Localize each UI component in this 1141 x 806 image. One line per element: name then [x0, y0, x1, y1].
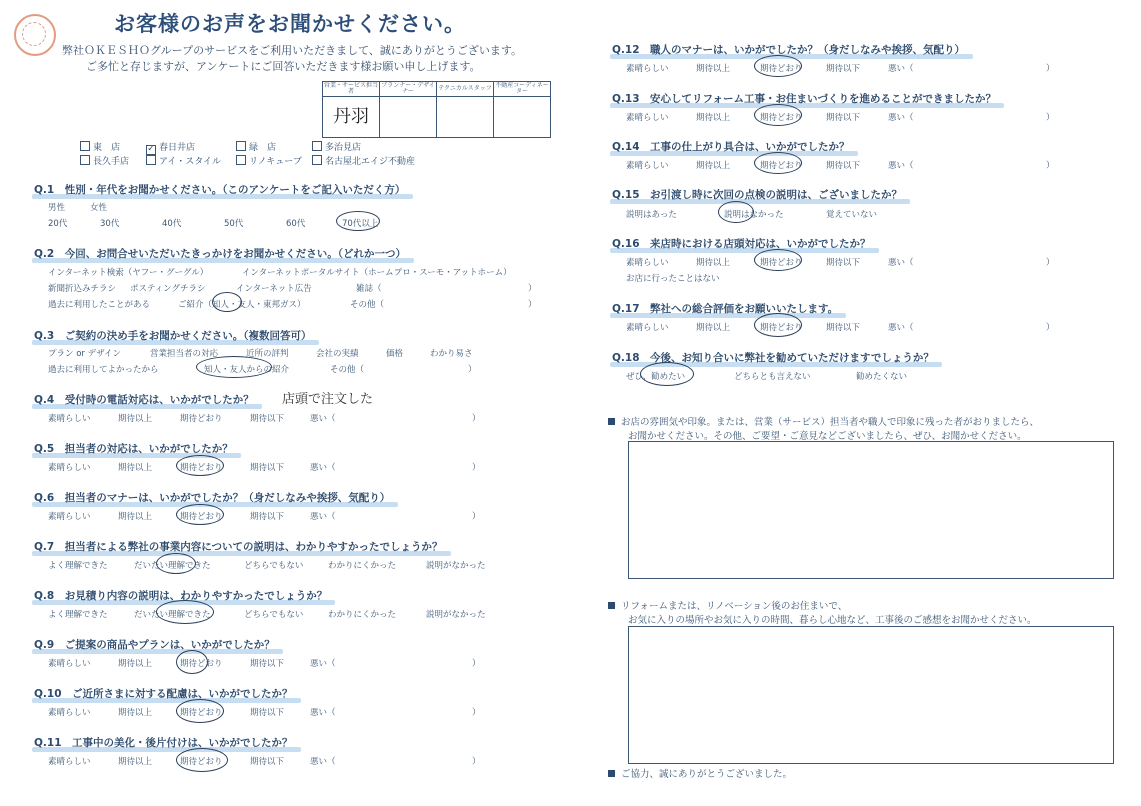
page-title: お客様のお声をお聞かせください。	[114, 12, 466, 36]
answer-circle	[754, 152, 802, 174]
q11-opt-1[interactable]: 素晴らしい	[48, 757, 91, 767]
q2-netad[interactable]: インターネット広告	[236, 284, 312, 294]
q14-opt-1[interactable]: 素晴らしい	[626, 161, 669, 171]
q10-opt-1[interactable]: 素晴らしい	[48, 708, 91, 718]
staff-handwritten-name[interactable]: 丹羽	[323, 97, 380, 138]
checkbox-icon[interactable]	[236, 141, 246, 151]
store-midori[interactable]: 緑 店	[236, 140, 276, 153]
q16-opt-5[interactable]: 悪い（	[888, 258, 914, 268]
staff-header-sales: 営業・サービス担当者	[324, 82, 379, 95]
question-15: Q.15 お引渡し時に次回の点検の説明は、ございましたか？	[612, 187, 902, 202]
q3-clarity[interactable]: わかり易さ	[430, 349, 473, 359]
q14-opt-2[interactable]: 期待以上	[696, 161, 731, 171]
q9-opt-4[interactable]: 期待以下	[250, 659, 285, 669]
q14-opt-5[interactable]: 悪い（	[888, 161, 914, 171]
q1-70s[interactable]: 70代以上	[342, 219, 379, 229]
q9-opt-3[interactable]: 期待どおり	[180, 659, 223, 669]
q1-30s[interactable]: 30代	[100, 219, 120, 229]
comment2-textarea[interactable]	[628, 626, 1114, 764]
q12-opt-5[interactable]: 悪い（	[888, 64, 914, 74]
q3-price[interactable]: 価格	[386, 349, 404, 359]
answer-circle	[640, 362, 694, 386]
q12-close: ）	[1046, 64, 1055, 74]
q16-opt-3[interactable]: 期待どおり	[760, 258, 803, 268]
question-14: Q.14 工事の仕上がり具合は、いかがでしたか？	[612, 139, 850, 154]
q8-opt-5[interactable]: 説明がなかった	[426, 610, 486, 620]
q4-opt-1[interactable]: 素晴らしい	[48, 414, 91, 424]
question-2: Q.2 今回、お問合せいただいたきっかけをお聞かせください。（どれか一つ）	[34, 246, 406, 261]
store-nagakute[interactable]: 長久手店	[80, 154, 129, 167]
comment1-prompt-line-1: お店の雰囲気や印象。または、営業（サービス）担当者や職人で印象に残った者がおりましたら、	[608, 414, 1039, 428]
question-3: Q.3 ご契約の決め手をお聞かせください。（複数回答可）	[34, 328, 311, 343]
comment1-textarea[interactable]	[628, 441, 1114, 579]
checkbox-icon[interactable]	[236, 155, 246, 165]
q1-40s[interactable]: 40代	[162, 219, 182, 229]
q2-posting[interactable]: ポスティングチラシ	[130, 284, 206, 294]
q16-close: ）	[1046, 258, 1055, 268]
q17-close: ）	[1046, 323, 1055, 333]
answer-circle	[176, 748, 228, 772]
question-5: Q.5 担当者の対応は、いかがでしたか？	[34, 441, 233, 456]
q6-opt-1[interactable]: 素晴らしい	[48, 512, 91, 522]
thanks-note: ご協力、誠にありがとうございました。	[608, 766, 792, 780]
q3-sales[interactable]: 営業担当者の対応	[150, 349, 219, 359]
checkbox-icon[interactable]	[80, 155, 90, 165]
question-18: Q.18 今後、お知り合いに弊社を勧めていただけますでしょうか？	[612, 350, 934, 365]
answer-circle	[156, 553, 196, 574]
question-7: Q.7 担当者による弊社の事業内容についての説明は、わかりやすかったでしょうか？	[34, 539, 443, 554]
q2-flyer[interactable]: 新聞折込みチラシ	[48, 284, 117, 294]
store-tajimi[interactable]: 多治見店	[312, 140, 361, 153]
staff-table	[322, 81, 551, 138]
q2-portal[interactable]: インターネットポータルサイト（ホームプロ・スーモ・アットホーム）	[242, 268, 512, 278]
question-8: Q.8 お見積り内容の説明は、わかりやすかったでしょうか？	[34, 588, 327, 603]
store-kasugai[interactable]: ✓ 春日井店	[147, 143, 196, 154]
q9-opt-1[interactable]: 素晴らしい	[48, 659, 91, 669]
q14-close: ）	[1046, 161, 1055, 171]
q1-60s[interactable]: 60代	[286, 219, 306, 229]
checkbox-icon[interactable]	[312, 141, 322, 151]
company-seal	[14, 14, 56, 56]
staff-cell-technical[interactable]	[437, 97, 494, 138]
q6-opt-4[interactable]: 期待以下	[250, 512, 285, 522]
answer-circle	[176, 504, 224, 525]
comment1-prompt-line-2: お聞かせください。その他、ご要望・ご意見などございましたら、ぜひ、お聞かせください。	[628, 431, 1027, 442]
q3-other-close: ）	[468, 365, 477, 375]
q15-opt-3[interactable]: 覚えていない	[826, 210, 878, 220]
q5-opt-3[interactable]: 期待どおり	[180, 463, 223, 473]
staff-cell-planner[interactable]	[380, 97, 437, 138]
bullet-square-icon	[608, 602, 615, 609]
q2-magazine[interactable]: 雑誌（	[356, 284, 382, 294]
q9-opt-5[interactable]: 悪い（	[310, 659, 336, 669]
q11-close: ）	[472, 757, 481, 767]
q17-opt-2[interactable]: 期待以上	[696, 323, 731, 333]
q3-past[interactable]: 過去に利用してよかったから	[48, 365, 159, 375]
q17-opt-1[interactable]: 素晴らしい	[626, 323, 669, 333]
q10-opt-5[interactable]: 悪い（	[310, 708, 336, 718]
q15-opt-1[interactable]: 説明はあった	[626, 210, 677, 220]
q3-reputation[interactable]: 近所の評判	[246, 349, 289, 359]
q2-other[interactable]: その他（	[350, 300, 385, 310]
q17-opt-4[interactable]: 期待以下	[826, 323, 861, 333]
answer-circle	[718, 201, 754, 223]
answer-circle	[754, 55, 802, 77]
store-east[interactable]: 東 店	[80, 140, 120, 153]
answer-circle	[754, 249, 802, 271]
q2-other-close: ）	[528, 300, 537, 310]
intro-line-2: ご多忙と存じますが、アンケートにご回答いただきます様お願い申し上げます。	[86, 60, 481, 73]
q6-opt-3[interactable]: 期待どおり	[180, 512, 223, 522]
q5-close: ）	[472, 463, 481, 473]
staff-header-technical: テクニカルスタッフ	[437, 82, 494, 97]
bullet-square-icon	[608, 770, 615, 777]
q5-opt-1[interactable]: 素晴らしい	[48, 463, 91, 473]
q10-opt-4[interactable]: 期待以下	[250, 708, 285, 718]
q17-opt-3[interactable]: 期待どおり	[760, 323, 803, 333]
q16-never-visited[interactable]: お店に行ったことはない	[626, 274, 720, 284]
comment2-prompt-line-2: お気に入りの場所やお気に入りの時間、暮らし心地など、工事後のご感想をお聞かせください。	[628, 615, 1037, 626]
q7-opt-4[interactable]: わかりにくかった	[328, 561, 397, 571]
store-istyle[interactable]: アイ・スタイル	[146, 154, 221, 167]
q16-opt-4[interactable]: 期待以下	[826, 258, 861, 268]
q4-opt-2[interactable]: 期待以上	[118, 414, 153, 424]
q1-20s[interactable]: 20代	[48, 219, 68, 229]
q4-opt-4[interactable]: 期待以下	[250, 414, 285, 424]
q13-opt-5[interactable]: 悪い（	[888, 113, 914, 123]
q16-opt-1[interactable]: 素晴らしい	[626, 258, 669, 268]
q9-close: ）	[472, 659, 481, 669]
q1-50s[interactable]: 50代	[224, 219, 244, 229]
checkbox-checked-icon[interactable]: ✓	[147, 144, 155, 154]
q8-opt-3[interactable]: どちらでもない	[244, 610, 304, 620]
q13-opt-2[interactable]: 期待以上	[696, 113, 731, 123]
q10-close: ）	[472, 708, 481, 718]
q7-opt-2[interactable]: だいたい理解できた	[134, 561, 211, 571]
bullet-square-icon	[608, 418, 615, 425]
q16-opt-2[interactable]: 期待以上	[696, 258, 731, 268]
q18-opt-2[interactable]: どちらとも言えない	[734, 372, 811, 382]
staff-header-realestate: 不動産コーディネーター	[495, 82, 549, 95]
answer-circle	[176, 455, 224, 476]
checkbox-icon[interactable]	[312, 155, 322, 165]
question-1: Q.1 性別・年代をお聞かせください。（このアンケートをご記入いただく方）	[34, 182, 405, 197]
question-10: Q.10 ご近所さまに対する配慮は、いかがでしたか？	[34, 686, 293, 701]
q12-opt-3[interactable]: 期待どおり	[760, 64, 803, 74]
answer-circle	[196, 356, 272, 378]
q5-opt-4[interactable]: 期待以下	[250, 463, 285, 473]
question-17: Q.17 弊社への総合評価をお願いいたします。	[612, 301, 838, 316]
q12-opt-2[interactable]: 期待以上	[696, 64, 731, 74]
q13-close: ）	[1046, 113, 1055, 123]
q5-opt-5[interactable]: 悪い（	[310, 463, 336, 473]
store-nagoya-kita[interactable]: 名古屋北エイジ不動産	[312, 154, 415, 167]
q3-friend[interactable]: 知人・友人からの紹介	[204, 365, 290, 375]
q15-opt-2[interactable]: 説明はなかった	[724, 210, 784, 220]
q4-handwritten-note: 店頭で注文した	[282, 392, 374, 407]
q14-opt-3[interactable]: 期待どおり	[760, 161, 803, 171]
q4-close: ）	[472, 414, 481, 424]
q6-close: ）	[472, 512, 481, 522]
q13-opt-1[interactable]: 素晴らしい	[626, 113, 669, 123]
q13-opt-4[interactable]: 期待以下	[826, 113, 861, 123]
q2-magazine-close: ）	[528, 284, 537, 294]
answer-circle	[754, 104, 802, 126]
question-11: Q.11 工事中の美化・後片付けは、いかがでしたか？	[34, 735, 293, 750]
q7-opt-5[interactable]: 説明がなかった	[426, 561, 486, 571]
q18-opt-3[interactable]: 勧めたくない	[856, 372, 908, 382]
q6-opt-2[interactable]: 期待以上	[118, 512, 153, 522]
q12-opt-4[interactable]: 期待以下	[826, 64, 861, 74]
question-16: Q.16 来店時における店頭対応は、いかがでしたか？	[612, 236, 871, 251]
question-9: Q.9 ご提案の商品やプランは、いかがでしたか？	[34, 637, 275, 652]
staff-cell-realestate[interactable]	[494, 97, 551, 138]
q18-opt-1[interactable]: ぜひ、勧めたい	[626, 372, 686, 382]
q8-opt-1[interactable]: よく理解できた	[48, 610, 108, 620]
q8-opt-4[interactable]: わかりにくかった	[328, 610, 397, 620]
comment2-prompt-line-1: リフォームまたは、リノベーション後のお住まいで、	[608, 598, 847, 612]
question-4: Q.4 受付時の電話対応は、いかがでしたか？	[34, 392, 254, 407]
answer-circle	[336, 211, 380, 231]
checkbox-icon[interactable]	[80, 141, 90, 151]
answer-circle	[176, 699, 224, 723]
answer-circle	[212, 292, 242, 312]
checkbox-icon[interactable]	[146, 155, 156, 165]
q13-opt-3[interactable]: 期待どおり	[760, 113, 803, 123]
q12-opt-1[interactable]: 素晴らしい	[626, 64, 669, 74]
answer-circle	[156, 600, 214, 624]
q10-opt-3[interactable]: 期待どおり	[180, 708, 223, 718]
q7-opt-3[interactable]: どちらでもない	[244, 561, 304, 571]
q14-opt-4[interactable]: 期待以下	[826, 161, 861, 171]
question-12: Q.12 職人のマナーは、いかがでしたか？（身だしなみや挨拶、気配り）	[612, 42, 965, 57]
q2-referral[interactable]: ご紹介（知人・友人・東邦ガス）	[178, 300, 306, 310]
q11-opt-3[interactable]: 期待どおり	[180, 757, 223, 767]
q1-male[interactable]: 男性	[48, 203, 66, 213]
question-13: Q.13 安心してリフォーム工事・お住まいづくりを進めることができましたか？	[612, 91, 996, 106]
q4-opt-5[interactable]: 悪い（	[310, 414, 336, 424]
answer-circle	[754, 313, 802, 337]
store-renocube[interactable]: リノキューブ	[236, 154, 302, 167]
q4-opt-3[interactable]: 期待どおり	[180, 414, 223, 424]
staff-header-planner: プランナー・デザイナー	[381, 82, 435, 95]
q17-opt-5[interactable]: 悪い（	[888, 323, 914, 333]
question-6: Q.6 担当者のマナーは、いかがでしたか？（身だしなみや挨拶、気配り）	[34, 490, 390, 505]
q2-search[interactable]: インターネット検索（ヤフー・グーグル）	[48, 268, 209, 278]
q3-other[interactable]: その他（	[330, 365, 365, 375]
q5-opt-2[interactable]: 期待以上	[118, 463, 153, 473]
q1-female[interactable]: 女性	[90, 203, 108, 213]
q10-opt-2[interactable]: 期待以上	[118, 708, 153, 718]
q11-opt-5[interactable]: 悪い（	[310, 757, 336, 767]
q6-opt-5[interactable]: 悪い（	[310, 512, 336, 522]
q9-opt-2[interactable]: 期待以上	[118, 659, 153, 669]
q11-opt-2[interactable]: 期待以上	[118, 757, 153, 767]
q3-record[interactable]: 会社の実績	[316, 349, 359, 359]
q11-opt-4[interactable]: 期待以下	[250, 757, 285, 767]
q2-past-use[interactable]: 過去に利用したことがある	[48, 300, 151, 310]
answer-circle	[176, 650, 208, 674]
q8-opt-2[interactable]: だいたい理解できた	[134, 610, 211, 620]
q3-plan[interactable]: プラン or デザイン	[48, 349, 122, 359]
q7-opt-1[interactable]: よく理解できた	[48, 561, 108, 571]
intro-line-1: 弊社ＯＫＥＳＨＯグループのサービスをご利用いただきまして、誠にありがとうございます。	[62, 44, 523, 57]
